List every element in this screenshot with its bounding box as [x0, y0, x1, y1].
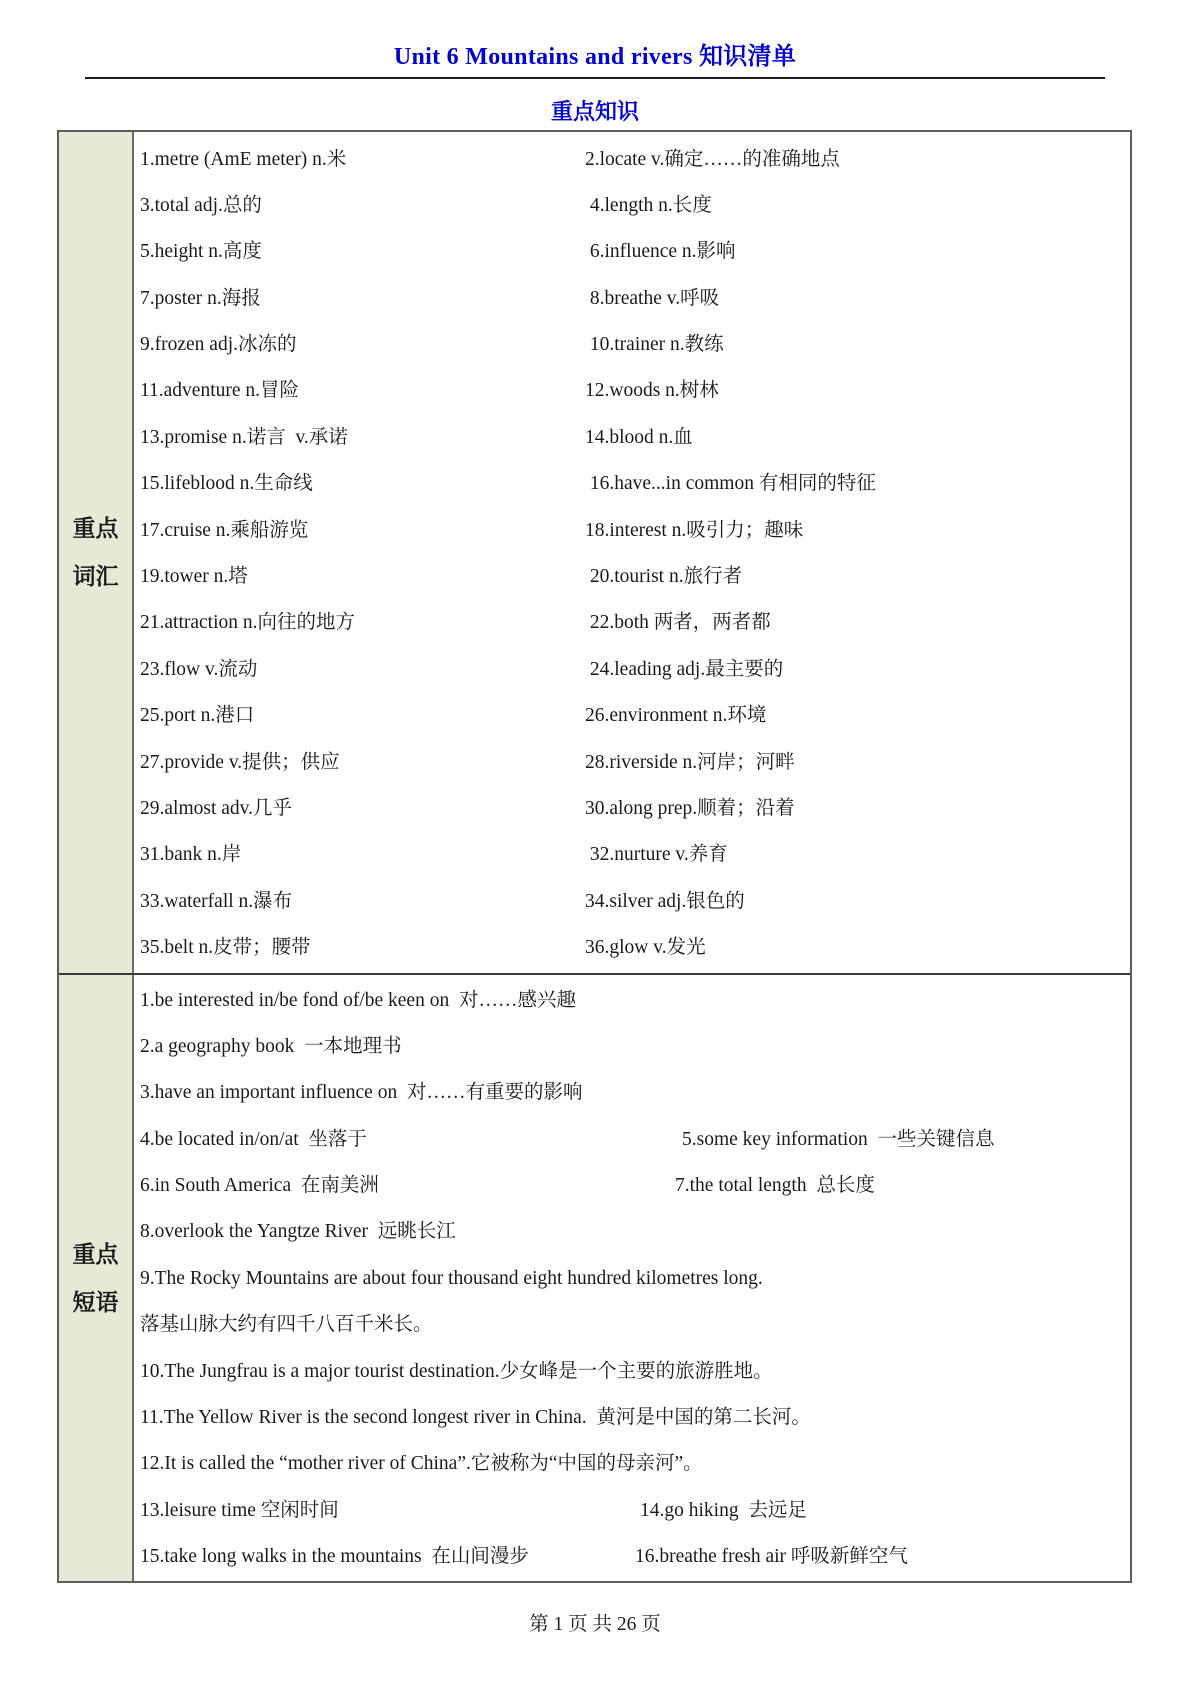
vocab-row	[140, 368, 1126, 414]
phrase-row	[140, 1255, 1126, 1301]
phrase-row	[140, 1534, 1126, 1580]
phrases-label-line: 重点	[72, 1241, 119, 1267]
vocab-item: 15.lifeblood n.生命线	[140, 473, 313, 495]
vocab-list	[134, 132, 1130, 973]
vocab-row	[140, 322, 1126, 368]
vocab-item: 28.riverside n.河岸；河畔	[585, 751, 795, 773]
phrase-row	[140, 1302, 1126, 1348]
phrases-section	[59, 975, 1130, 1581]
vocab-item: 5.height n.高度	[140, 241, 262, 263]
vocab-item: 4.length n.长度	[585, 194, 712, 216]
phrase-item: 9.The Rocky Mountains are about four thousand eight hundred kilometres long.	[140, 1267, 763, 1289]
vocab-label-line: 词汇	[72, 564, 119, 589]
vocab-row	[140, 739, 1126, 785]
vocab-item: 24.leading adj.最主要的	[585, 658, 784, 680]
vocab-row	[140, 275, 1126, 321]
vocab-row	[140, 461, 1126, 507]
phrase-item: 2.a geography book 一本地理书	[140, 1035, 402, 1057]
vocab-row	[140, 925, 1126, 971]
vocab-item: 32.nurture v.养育	[585, 844, 728, 866]
vocab-row	[140, 229, 1126, 275]
vocab-item: 36.glow v.发光	[585, 937, 706, 959]
phrase-row	[140, 1116, 1126, 1162]
vocab-row	[140, 182, 1126, 228]
vocab-item: 14.blood n.血	[585, 426, 693, 448]
vocab-item: 34.silver adj.银色的	[585, 890, 745, 912]
vocab-row	[140, 785, 1126, 831]
vocab-item: 35.belt n.皮带；腰带	[140, 937, 311, 959]
phrase-row	[140, 1348, 1126, 1394]
vocab-item: 7.poster n.海报	[140, 287, 261, 309]
vocab-row	[140, 414, 1126, 460]
phrase-row	[140, 1487, 1126, 1533]
vocab-item: 18.interest n.吸引力；趣味	[585, 519, 804, 541]
phrase-row	[140, 1395, 1126, 1441]
vocab-item: 23.flow v.流动	[140, 658, 258, 680]
vocab-row	[140, 554, 1126, 600]
vocab-item: 25.port n.港口	[140, 705, 255, 727]
phrase-row	[140, 1441, 1126, 1487]
phrase-item: 7.the total length 总长度	[675, 1175, 875, 1197]
vocab-item: 8.breathe v.呼吸	[585, 287, 720, 309]
vocab-label-line: 重点	[72, 516, 119, 541]
vocab-item: 20.tourist n.旅行者	[585, 566, 743, 588]
vocab-item: 9.frozen adj.冰冻的	[140, 334, 297, 356]
vocab-item: 21.attraction n.向往的地方	[140, 612, 356, 634]
phrase-item: 落基山脉大约有四千八百千米长。	[140, 1314, 433, 1336]
vocab-item: 33.waterfall n.瀑布	[140, 890, 293, 912]
phrase-item: 15.take long walks in the mountains 在山间漫步	[140, 1546, 529, 1568]
vocab-item: 17.cruise n.乘船游览	[140, 519, 309, 541]
vocab-item: 19.tower n.塔	[140, 566, 248, 588]
vocab-row	[140, 507, 1126, 553]
phrase-item: 4.be located in/on/at 坐落于	[140, 1128, 367, 1150]
phrase-item: 14.go hiking 去远足	[640, 1499, 807, 1521]
phrase-item: 6.in South America 在南美洲	[140, 1175, 379, 1197]
vocab-item: 12.woods n.树林	[585, 380, 719, 402]
vocab-item: 6.influence n.影响	[585, 241, 736, 263]
vocab-item: 16.have...in common 有相同的特征	[585, 473, 876, 495]
phrase-row	[140, 1070, 1126, 1116]
phrase-item: 10.The Jungfrau is a major tourist destination.少女峰是一个主要的旅游胜地。	[140, 1360, 773, 1382]
page-number: 第 1 页 共 26 页	[529, 1614, 661, 1635]
phrases-list	[134, 975, 1130, 1581]
vocab-item: 3.total adj.总的	[140, 194, 262, 216]
phrase-item: 16.breathe fresh air 呼吸新鲜空气	[635, 1546, 908, 1568]
vocab-item: 27.provide v.提供；供应	[140, 751, 340, 773]
vocab-section	[59, 132, 1130, 975]
vocab-item: 2.locate v.确定……的准确地点	[585, 148, 840, 170]
title-divider	[85, 77, 1105, 79]
vocab-section-label	[59, 132, 134, 973]
phrase-row	[140, 977, 1126, 1023]
vocab-row	[140, 646, 1126, 692]
section-heading: 重点知识	[550, 99, 639, 124]
phrase-item: 8.overlook the Yangtze River 远眺长江	[140, 1221, 456, 1243]
vocab-item: 13.promise n.诺言 v.承诺	[140, 426, 348, 448]
vocab-row	[140, 136, 1126, 182]
vocab-item: 1.metre (AmE meter) n.米	[140, 148, 347, 170]
vocab-item: 30.along prep.顺着；沿着	[585, 797, 795, 819]
phrase-row	[140, 1163, 1126, 1209]
phrase-item: 12.It is called the “mother river of China”.它被称为“中国的母亲河”。	[140, 1453, 703, 1475]
document-title: Unit 6 Mountains and rivers 知识清单	[393, 44, 797, 70]
vocab-item: 26.environment n.环境	[585, 705, 767, 727]
vocab-item: 11.adventure n.冒险	[140, 380, 300, 402]
vocab-row	[140, 600, 1126, 646]
phrase-row	[140, 1023, 1126, 1069]
phrase-item: 11.The Yellow River is the second longest river in China. 黄河是中国的第二长河。	[140, 1407, 811, 1429]
phrase-item: 13.leisure time 空闲时间	[140, 1499, 339, 1521]
phrase-row	[140, 1209, 1126, 1255]
vocab-row	[140, 693, 1126, 739]
phrase-item: 3.have an important influence on 对……有重要的影响	[140, 1082, 583, 1104]
phrases-label-line: 短语	[72, 1289, 119, 1315]
phrase-item: 5.some key information 一些关键信息	[682, 1128, 995, 1150]
phrases-section-label	[59, 975, 134, 1581]
vocab-item: 29.almost adv.几乎	[140, 797, 293, 819]
vocab-item: 31.bank n.岸	[140, 844, 242, 866]
phrase-item: 1.be interested in/be fond of/be keen on 对……感兴趣	[140, 989, 576, 1011]
knowledge-table	[57, 130, 1132, 1583]
vocab-item: 10.trainer n.教练	[585, 334, 724, 356]
vocab-item: 22.both 两者，两者都	[585, 612, 771, 634]
vocab-row	[140, 832, 1126, 878]
vocab-row	[140, 878, 1126, 924]
